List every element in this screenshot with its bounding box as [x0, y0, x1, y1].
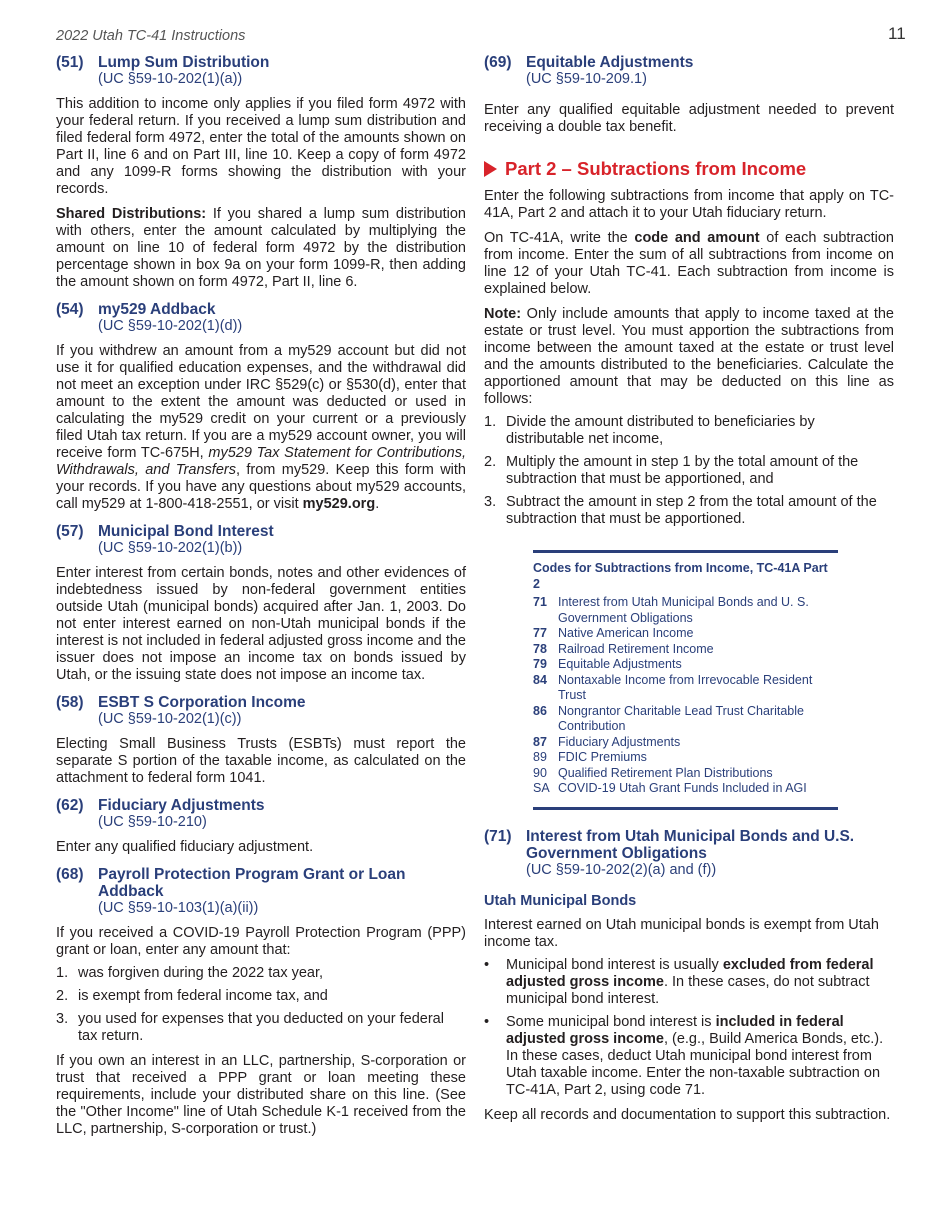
paragraph: Enter any qualified equitable adjustment needed to prevent receiving a double tax benefit. [484, 102, 894, 135]
right-column [484, 54, 894, 1124]
code-description: Nontaxable Income from Irrevocable Resident Trust [558, 672, 813, 702]
section-number: (71) [484, 827, 512, 845]
section-citation: (UC §59-10-209.1) [526, 71, 647, 87]
section-57 [56, 523, 466, 684]
section-heading [484, 828, 894, 862]
code-row [533, 750, 838, 766]
section-title: Fiduciary Adjustments [98, 797, 265, 814]
section-heading [56, 866, 466, 900]
paragraph: Enter the following subtractions from income that apply on TC-41A, Part 2 and attach it to your Utah fiduciary return. [484, 188, 894, 221]
paragraph: If you received a COVID-19 Payroll Protection Program (PPP) grant or loan, enter any amount that: [56, 925, 466, 958]
section-heading [56, 54, 466, 71]
code-description: Fiduciary Adjustments [558, 734, 681, 749]
section-title: Municipal Bond Interest [98, 523, 274, 540]
code-row [533, 626, 838, 642]
website-link[interactable]: my529.org [302, 496, 376, 512]
left-column [56, 54, 466, 1138]
paragraph-text: . [375, 496, 380, 512]
list-text: Multiply the amount in step 1 by the total amount of the subtraction that must be apportioned, and [506, 454, 859, 487]
paragraph: Electing Small Business Trusts (ESBTs) must report the separate S portion of the taxable income, as calculated on the attachment to federal form 1041. [56, 736, 466, 786]
code-row [533, 704, 838, 735]
note-label: Note: [484, 306, 522, 322]
paragraph: Keep all records and documentation to support this subtraction. [484, 1106, 891, 1123]
page-number: 11 [888, 24, 906, 43]
code-row [533, 673, 838, 704]
section-number: (58) [56, 694, 84, 711]
section-citation: (UC §59-10-103(1)(a)(ii)) [98, 900, 259, 916]
section-citation: (UC §59-10-210) [98, 814, 207, 830]
code-number: 79 [533, 657, 547, 671]
list-text: is exempt from federal income tax, and [78, 988, 328, 1004]
numbered-list [56, 965, 466, 1045]
bullet-text: . In these cases, do not subtract municipal bond interest. [506, 973, 870, 1007]
paragraph: Enter any qualified fiduciary adjustment. [56, 839, 314, 855]
list-item [484, 957, 894, 1008]
list-item [484, 494, 894, 528]
arrow-right-icon [484, 161, 497, 177]
section-title: Payroll Protection Program Grant or Loan Addback [98, 866, 406, 900]
paragraph: Interest earned on Utah municipal bonds is exempt from Utah income tax. [484, 916, 879, 950]
list-text: Subtract the amount in step 2 from the total amount of the subtraction that must be apportioned. [506, 494, 877, 527]
page-header-title: 2022 Utah TC-41 Instructions [56, 28, 246, 44]
paragraph-text: If you withdrew an amount from a my529 account but did not use it for qualified education expenses, and the withdrawal did not meet an exception under IRC §529(c) or §530(d), enter that amount to the extent the amount was deducted or used in calculating the my529 credit on your current or a previously filed Utah tax return. If you are a my529 account owner, you will receive form TC-675H, [56, 343, 466, 461]
bullet-icon: • [484, 1013, 490, 1030]
code-description: FDIC Premiums [558, 750, 647, 764]
list-item [56, 988, 466, 1005]
form-title-italic: my529 Tax Statement for Contributions, Withdrawals, and Transfers [56, 445, 466, 478]
section-69 [484, 54, 894, 136]
code-number: 90 [533, 765, 547, 780]
list-item [484, 1014, 894, 1099]
section-number: (57) [56, 523, 84, 540]
paragraph [484, 306, 894, 408]
code-number: 86 [533, 703, 547, 718]
section-number: (62) [56, 797, 84, 814]
paragraph-text: , from my529. Keep this form with your records. If you have any questions about my529 accounts, call my529 at 1-800-418-2551, or visit [56, 462, 466, 512]
code-row [533, 766, 838, 782]
bullet-icon: • [484, 956, 490, 973]
section-54 [56, 301, 466, 513]
codes-table-title: Codes for Subtractions from Income, TC-41A Part 2 [533, 561, 828, 591]
code-description: COVID-19 Utah Grant Funds Included in AGI [558, 781, 807, 795]
code-row [533, 735, 838, 751]
paragraph-text: Only include amounts that apply to income taxed at the estate or trust level. You must apportion the subtractions from income between the amount taxed at the estate or trust level and the amounts distributed to the beneficiaries. Calculate the apportioned amount that may be deducted on this line as follows: [484, 306, 894, 407]
list-item [484, 454, 894, 488]
code-description: Native American Income [558, 626, 694, 640]
section-citation: (UC §59-10-202(2)(a) and (f)) [526, 861, 717, 878]
section-title: Lump Sum Distribution [98, 54, 270, 71]
section-heading [56, 797, 466, 814]
section-58 [56, 694, 466, 787]
list-item [56, 1011, 466, 1045]
code-description: Railroad Retirement Income [558, 641, 714, 656]
section-heading [56, 523, 466, 540]
section-title: Equitable Adjustments [526, 54, 694, 71]
code-number: 77 [533, 626, 547, 640]
bullet-list [484, 957, 894, 1099]
section-citation: (UC §59-10-202(1)(a)) [98, 71, 243, 87]
code-description: Interest from Utah Municipal Bonds and U. S. Government Obligations [558, 595, 809, 625]
code-description: Equitable Adjustments [558, 657, 682, 671]
list-number: 1. [484, 414, 497, 430]
code-number: 87 [533, 734, 547, 749]
bold-label: Shared Distributions: [56, 206, 207, 222]
list-item [484, 414, 894, 448]
list-text: Divide the amount distributed to beneficiaries by distributable net income, [506, 414, 815, 447]
section-title: my529 Addback [98, 301, 216, 318]
code-number: 78 [533, 641, 547, 656]
list-text: was forgiven during the 2022 tax year, [78, 965, 324, 981]
code-row [533, 642, 838, 658]
list-text [506, 1014, 894, 1099]
section-68 [56, 866, 466, 1138]
list-item [56, 965, 466, 982]
section-citation: (UC §59-10-202(1)(b)) [98, 540, 243, 556]
paragraph-text: If you shared a lump sum distribution with others, enter the amount calculated by multiplying the amount on line 10 of federal form 4972 by the distribution percentage shown in box 9a on your form 1099-R, then adding the amount shown on form 4972, Part II, line 6. [56, 206, 466, 290]
code-number: 71 [533, 595, 547, 609]
list-number: 2. [56, 988, 69, 1004]
paragraph [56, 343, 466, 513]
bullet-bold: excluded from federal adjusted gross income [506, 956, 874, 990]
section-citation: (UC §59-10-202(1)(c)) [98, 711, 242, 727]
list-text: you used for expenses that you deducted on your federal tax return. [78, 1011, 444, 1044]
section-heading [56, 301, 466, 318]
section-number: (69) [484, 54, 512, 71]
section-citation: (UC §59-10-202(1)(d)) [98, 318, 243, 334]
code-number: 89 [533, 750, 547, 764]
code-row [533, 781, 838, 797]
numbered-list [484, 414, 894, 528]
paragraph-text: of each subtraction from income. Enter the sum of all subtractions from income on line 12 of your Utah TC-41. Each subtraction from income is explained below. [484, 230, 894, 297]
section-number: (54) [56, 301, 84, 318]
paragraph: If you own an interest in an LLC, partnership, S-corporation or trust that received a PPP grant or loan meeting these requirements, include your distributed share on this line. (See the "Other Income" line of Utah Schedule K-1 received from the LLC, partnership, S-corporation or trust.) [56, 1053, 466, 1137]
codes-table [533, 550, 838, 810]
section-number: (51) [56, 54, 84, 71]
code-description: Nongrantor Charitable Lead Trust Charitable Contribution [558, 703, 804, 733]
section-heading [484, 54, 894, 71]
list-number: 3. [484, 494, 497, 510]
list-number: 2. [484, 454, 497, 470]
code-number: SA [533, 781, 550, 795]
paragraph [484, 230, 894, 298]
list-text [506, 957, 894, 1008]
code-number: 84 [533, 672, 547, 687]
bullet-text: , (e.g., Build America Bonds, etc.). In these cases, deduct Utah municipal bond interest from Utah taxable income. Enter the non-taxable subtraction on TC-41A, Part 2, using code 71. [506, 1030, 884, 1098]
paragraph: Enter interest from certain bonds, notes and other evidences of indebtedness issued by non-federal government entities outside Utah (municipal bonds) acquired after Jan. 1, 2003. Do not enter interest earned on non-Utah municipal bonds if the interest is not included in federal adjusted gross income and the issuer does not impose an income tax on bonds issued by Utah, or the issuing state does not impose an income tax. [56, 565, 466, 683]
paragraph: This addition to income only applies if you filed form 4972 with your federal return. If you received a lump sum distribution and filed federal form 4972, enter the total of the amounts shown on Part II, line 6 and on Part III, line 10. Keep a copy of form 4972 and any 1099-R forms showing the distribution with your records. [56, 96, 466, 197]
bold-text: code and amount [634, 230, 760, 246]
bullet-text: Some municipal bond interest is [506, 1013, 716, 1030]
bullet-text: Municipal bond interest is usually [506, 956, 723, 973]
subheading: Utah Municipal Bonds [484, 892, 637, 909]
section-title: ESBT S Corporation Income [98, 694, 306, 711]
list-number: 1. [56, 965, 69, 981]
part-2-title: Part 2 – Subtractions from Income [505, 158, 807, 179]
list-number: 3. [56, 1011, 69, 1027]
section-62 [56, 797, 466, 856]
paragraph [56, 206, 466, 291]
bullet-bold: included in federal adjusted gross income [506, 1013, 844, 1047]
section-71 [484, 828, 894, 1124]
section-heading [56, 694, 466, 711]
section-51 [56, 54, 466, 291]
code-row [533, 595, 838, 626]
section-title: Interest from Utah Municipal Bonds and U.S. Government Obligations [526, 827, 855, 862]
part-2-heading [484, 158, 894, 180]
code-description: Qualified Retirement Plan Distributions [558, 765, 773, 780]
paragraph-text: On TC-41A, write the [484, 230, 635, 246]
section-number: (68) [56, 866, 84, 883]
code-row [533, 657, 838, 673]
